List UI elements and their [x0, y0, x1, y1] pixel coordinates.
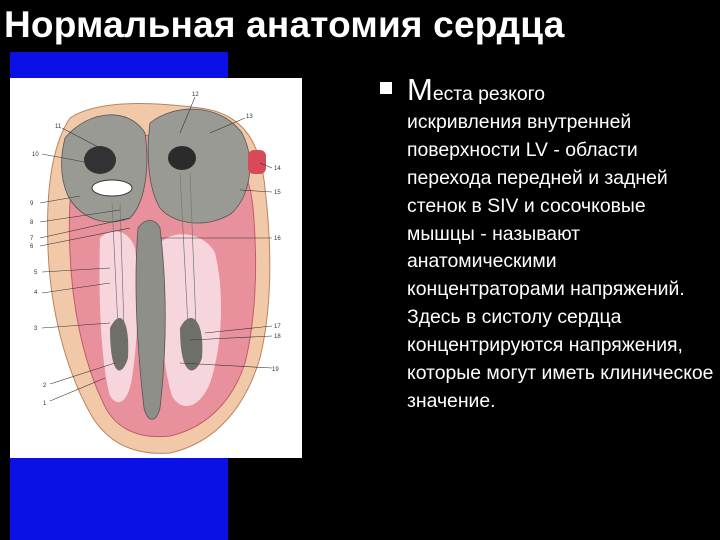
left-edge-strip [0, 52, 10, 540]
label-11: 11 [55, 124, 62, 130]
label-3: 3 [34, 326, 38, 332]
label-5: 5 [34, 270, 38, 276]
label-14: 14 [274, 166, 281, 172]
label-18: 18 [274, 334, 281, 340]
bullet-first-line [407, 72, 717, 109]
label-15: 15 [274, 190, 281, 196]
heart-anatomy-illustration [10, 78, 302, 458]
label-2: 2 [43, 383, 47, 389]
label-19: 19 [272, 367, 279, 373]
bullet-square-icon [380, 82, 392, 94]
label-1: 1 [43, 401, 47, 407]
label-7: 7 [30, 236, 34, 242]
slide-title: Нормальная анатомия сердца [4, 4, 565, 45]
label-16: 16 [274, 236, 281, 242]
label-8: 8 [30, 220, 34, 226]
bullet-text [407, 72, 717, 416]
label-12: 12 [192, 92, 199, 98]
bullet-first-line-rest: еста резкого [432, 83, 546, 105]
bullet-initial-letter: М [407, 72, 433, 107]
label-13: 13 [246, 114, 253, 120]
label-6: 6 [30, 244, 34, 250]
label-10: 10 [32, 152, 39, 158]
label-4: 4 [34, 290, 38, 296]
label-9: 9 [30, 201, 34, 207]
label-17: 17 [274, 324, 281, 330]
bullet-body: искривления внутренней поверхности LV - области перехода передней и задней стенок в SIV и сосочковые мышцы - называют анатомическими концентраторами напряжений. Здесь в систолу сердца концентрируются напряжения, которые могут иметь клиническое значение. [407, 110, 714, 412]
